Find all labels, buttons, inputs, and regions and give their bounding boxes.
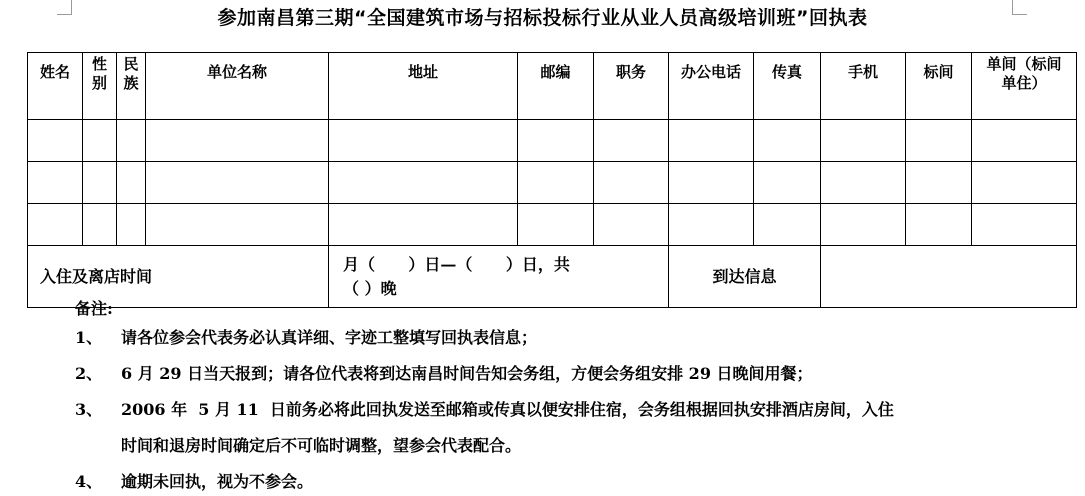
entry-cell-organization[interactable] [146,204,329,246]
header-fax: 传真 [754,53,821,120]
entry-cell-mobile[interactable] [821,204,906,246]
note-text: 逾期未回执，视为不参会。 [121,472,314,491]
header-name: 姓名 [28,53,83,120]
entry-cell-standard-room[interactable] [906,162,972,204]
entry-cell-office-phone[interactable] [669,204,754,246]
stay-row [28,246,1077,308]
stay-time-field[interactable] [329,246,669,308]
entry-cell-office-phone[interactable] [669,120,754,162]
receipt-form-table [27,52,1077,308]
entry-cell-postcode[interactable] [518,162,594,204]
entry-cell-ethnicity[interactable] [117,162,146,204]
arrival-info-field[interactable] [821,246,1077,308]
entry-cell-fax[interactable] [754,120,821,162]
entry-cell-address[interactable] [329,204,518,246]
header-gender: 性 别 [83,53,117,120]
entry-cell-single-room[interactable] [972,162,1077,204]
note-text: 请各位参会代表务必认真详细、字迹工整填写回执表信息； [121,328,538,347]
entry-cell-standard-room[interactable] [906,204,972,246]
header-address: 地址 [329,53,518,120]
entry-cell-name[interactable] [28,162,83,204]
header-organization: 单位名称 [146,53,329,120]
notes-heading: 备注: [75,299,113,318]
entry-cell-office-phone[interactable] [669,162,754,204]
entry-cell-single-room[interactable] [972,120,1077,162]
entry-cell-gender[interactable] [83,204,117,246]
entry-cell-position[interactable] [594,120,669,162]
entry-cell-position[interactable] [594,162,669,204]
header-postcode: 邮编 [518,53,594,120]
entry-row-1 [28,120,1077,162]
entry-cell-mobile[interactable] [821,120,906,162]
entry-row-3 [28,204,1077,246]
entry-cell-fax[interactable] [754,162,821,204]
entry-cell-mobile[interactable] [821,162,906,204]
entry-cell-gender[interactable] [83,162,117,204]
note-text-continued: 时间和退房时间确定后不可临时调整，望参会代表配合。 [121,436,522,455]
note-number: 3、 [75,400,103,419]
note-number: 4、 [75,472,103,491]
header-single-room: 单间（标间 单住） [972,53,1077,120]
header-standard-room: 标间 [906,53,972,120]
header-office-phone: 办公电话 [669,53,754,120]
entry-cell-postcode[interactable] [518,204,594,246]
entry-cell-position[interactable] [594,204,669,246]
entry-cell-single-room[interactable] [972,204,1077,246]
entry-row-2 [28,162,1077,204]
header-mobile: 手机 [821,53,906,120]
stay-time-line-2: （ ）晚 [343,278,397,298]
entry-cell-organization[interactable] [146,162,329,204]
note-number: 1、 [75,328,103,347]
note-number: 2、 [75,364,103,383]
entry-cell-address[interactable] [329,120,518,162]
entry-cell-gender[interactable] [83,120,117,162]
entry-cell-standard-room[interactable] [906,120,972,162]
arrival-info-label: 到达信息 [669,246,821,308]
entry-cell-ethnicity[interactable] [117,120,146,162]
entry-cell-postcode[interactable] [518,120,594,162]
entry-cell-address[interactable] [329,162,518,204]
header-ethnicity: 民 族 [117,53,146,120]
entry-cell-fax[interactable] [754,204,821,246]
entry-cell-name[interactable] [28,204,83,246]
page-title: 参加南昌第三期“全国建筑市场与招标投标行业从业人员高级培训班”回执表 [217,7,868,29]
stay-time-label: 入住及离店时间 [28,246,329,308]
note-text: 2006 年 5 月 11 日前务必将此回执发送至邮箱或传真以便安排住宿，会务组根据回执安排酒店房间，入住 [121,400,894,419]
header-position: 职务 [594,53,669,120]
entry-cell-organization[interactable] [146,120,329,162]
entry-cell-ethnicity[interactable] [117,204,146,246]
stay-time-line-1: 月（ ）日—（ ）日，共 [343,254,570,274]
entry-cell-name[interactable] [28,120,83,162]
note-text: 6 月 29 日当天报到；请各位代表将到达南昌时间告知会务组，方便会务组安排 29 日晚间用餐； [121,364,813,383]
header-row [28,53,1077,120]
